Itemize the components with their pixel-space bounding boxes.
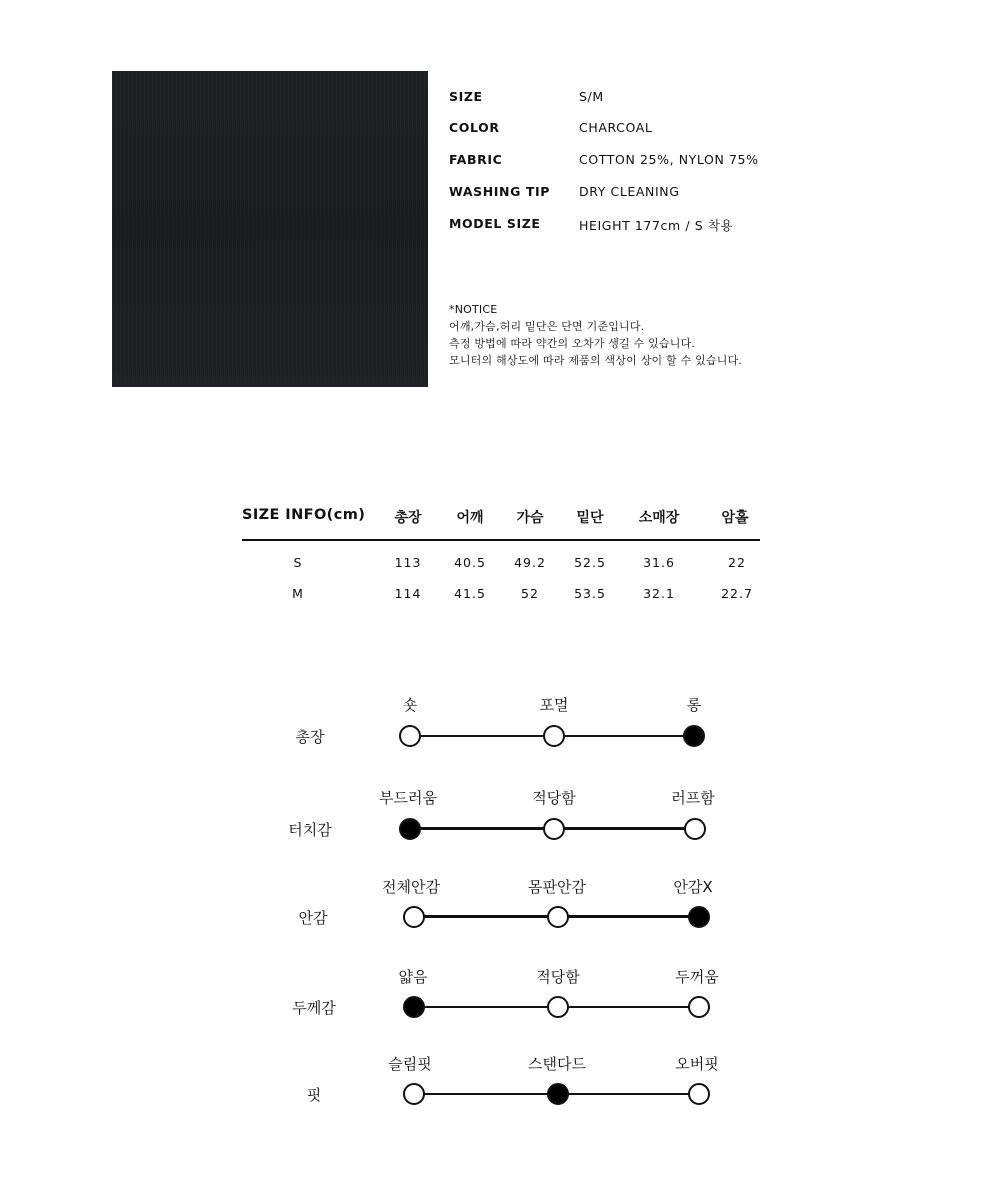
scale-option-dot-selected xyxy=(683,725,705,747)
spec-key: COLOR xyxy=(449,120,500,135)
scale-option-label: 적당함 xyxy=(536,968,580,986)
spec-value: COTTON 25%, NYLON 75% xyxy=(579,152,759,167)
scale-option-label: 포멀 xyxy=(539,696,569,714)
value-cell: 31.6 xyxy=(643,555,675,570)
value-cell: 22.7 xyxy=(721,586,753,601)
spec-key: WASHING TIP xyxy=(449,184,551,199)
scale-option-dot xyxy=(547,996,569,1018)
scale-label: 두께감 xyxy=(292,999,336,1017)
scale-option-label: 러프함 xyxy=(671,789,715,807)
size-table-divider xyxy=(242,539,760,541)
scale-label: 안감 xyxy=(298,909,328,927)
scale-option-label: 안감X xyxy=(673,878,713,896)
scale-option-dot-selected xyxy=(547,1083,569,1105)
spec-value: HEIGHT 177cm / S 착용 xyxy=(579,218,734,233)
size-table-title: SIZE INFO(cm) xyxy=(242,507,366,523)
spec-value: CHARCOAL xyxy=(579,120,653,135)
value-cell: 40.5 xyxy=(454,555,486,570)
value-cell: 41.5 xyxy=(454,586,486,601)
scale-option-dot xyxy=(688,996,710,1018)
spec-key: FABRIC xyxy=(449,152,503,167)
scale-option-label: 스탠다드 xyxy=(528,1055,586,1073)
value-cell: 52.5 xyxy=(574,555,606,570)
scale-option-dot-selected xyxy=(399,818,421,840)
scale-option-dot xyxy=(399,725,421,747)
scale-option-label: 전체안감 xyxy=(382,878,440,896)
value-cell: 49.2 xyxy=(514,555,546,570)
size-cell: M xyxy=(292,586,304,601)
size-header: 가슴 xyxy=(516,510,544,526)
notice-line: 측정 방법에 따라 약간의 오차가 생길 수 있습니다. xyxy=(449,337,696,350)
value-cell: 32.1 xyxy=(643,586,675,601)
scale-option-label: 슬림핏 xyxy=(388,1055,432,1073)
notice-line: 모니터의 해상도에 따라 제품의 색상이 상이 할 수 있습니다. xyxy=(449,354,743,367)
scale-option-dot xyxy=(543,725,565,747)
size-header: 암홀 xyxy=(721,510,749,526)
size-header: 소매장 xyxy=(638,510,680,526)
scale-option-dot xyxy=(547,906,569,928)
size-header: 어깨 xyxy=(456,510,484,526)
fabric-swatch xyxy=(112,71,428,387)
scale-label: 터치감 xyxy=(288,821,332,839)
value-cell: 114 xyxy=(394,586,422,601)
value-cell: 113 xyxy=(394,555,422,570)
scale-option-label: 몸판안감 xyxy=(528,878,586,896)
scale-option-dot xyxy=(684,818,706,840)
scale-option-dot xyxy=(543,818,565,840)
scale-option-dot-selected xyxy=(688,906,710,928)
scale-option-label: 부드러움 xyxy=(379,789,437,807)
value-cell: 52 xyxy=(521,586,539,601)
spec-key: SIZE xyxy=(449,89,483,104)
spec-value: S/M xyxy=(579,89,604,104)
notice-title: *NOTICE xyxy=(449,303,498,316)
scale-option-label: 숏 xyxy=(402,696,418,714)
scale-option-label: 두꺼움 xyxy=(675,968,719,986)
value-cell: 22 xyxy=(728,555,746,570)
notice-line: 어깨,가슴,허리 밑단은 단면 기준입니다. xyxy=(449,320,645,333)
value-cell: 53.5 xyxy=(574,586,606,601)
spec-key: MODEL SIZE xyxy=(449,216,541,231)
scale-option-label: 적당함 xyxy=(532,789,576,807)
size-header: 총장 xyxy=(394,510,422,526)
scale-option-dot xyxy=(403,906,425,928)
scale-option-label: 롱 xyxy=(686,696,702,714)
scale-option-dot xyxy=(403,1083,425,1105)
scale-option-label: 얇음 xyxy=(398,968,428,986)
scale-label: 총장 xyxy=(295,728,325,746)
scale-option-dot-selected xyxy=(403,996,425,1018)
scale-option-label: 오버핏 xyxy=(675,1055,719,1073)
scale-label: 핏 xyxy=(306,1086,322,1104)
notice-block xyxy=(449,301,742,369)
spec-value: DRY CLEANING xyxy=(579,184,680,199)
size-header: 밑단 xyxy=(576,510,604,526)
size-cell: S xyxy=(293,555,303,570)
scale-option-dot xyxy=(688,1083,710,1105)
